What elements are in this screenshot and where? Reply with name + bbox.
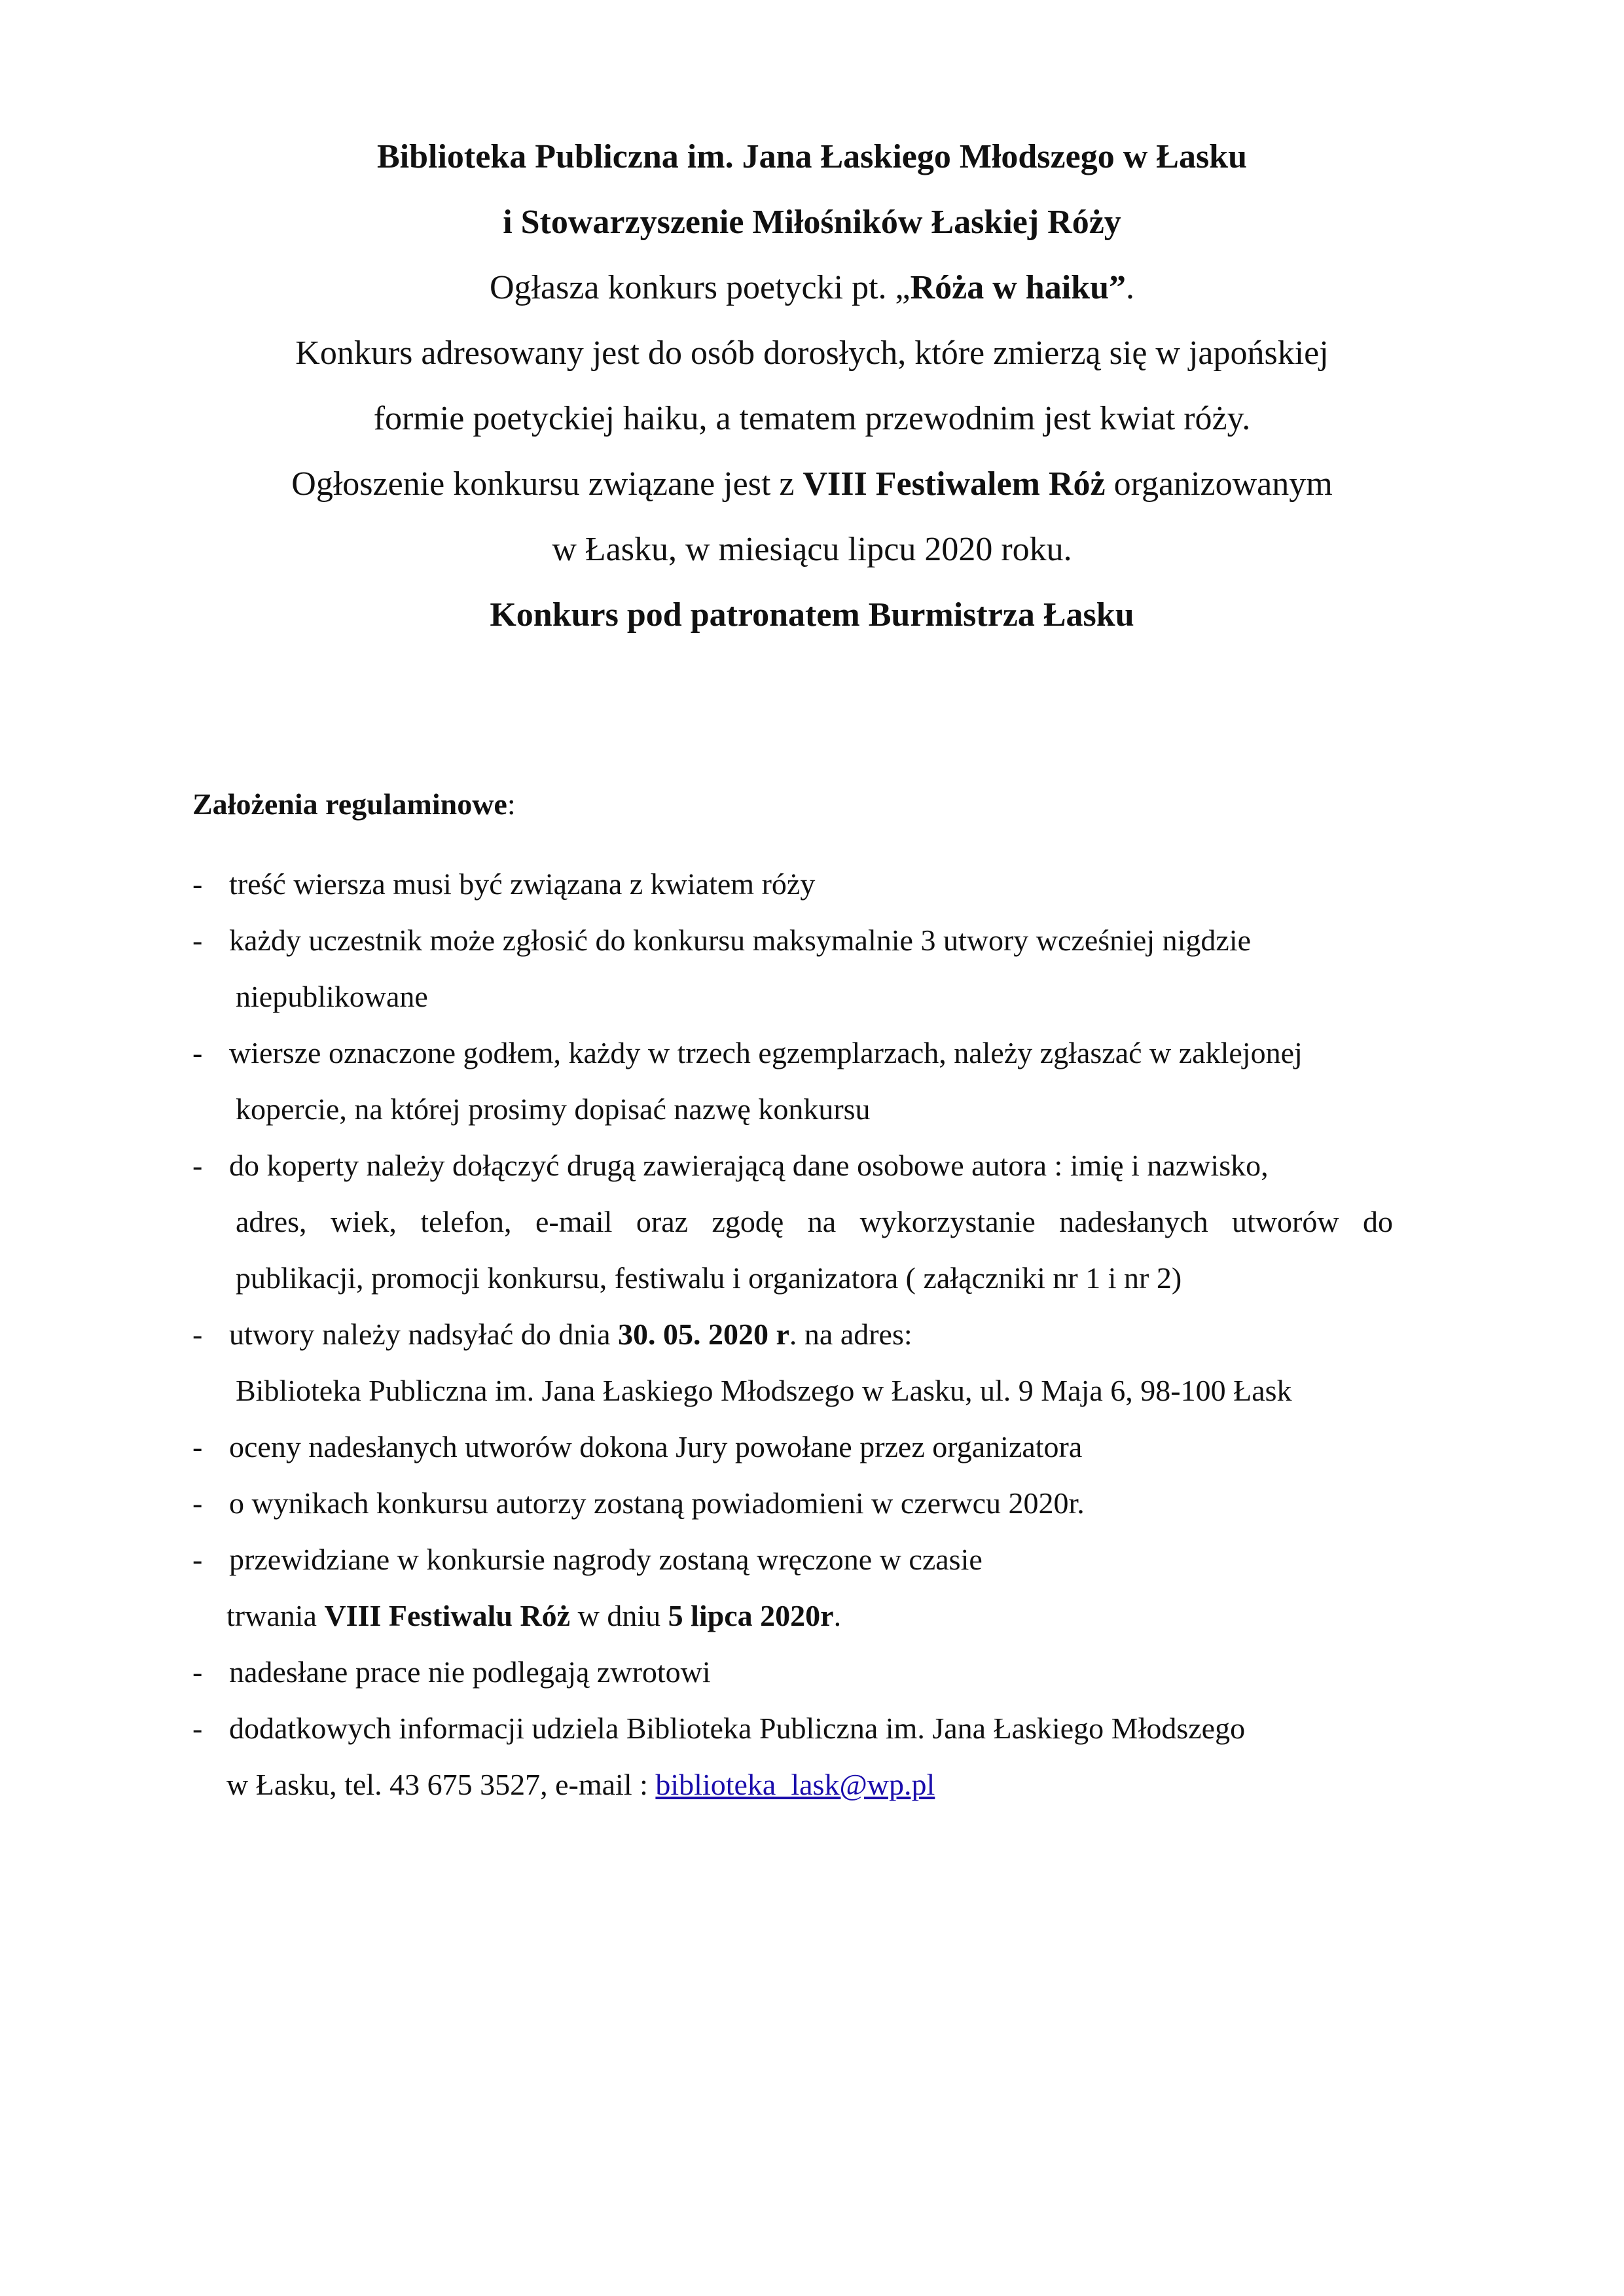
list-item — [192, 1025, 1436, 1081]
festival-date-line: w Łasku, w miesiącu lipcu 2020 roku. — [552, 531, 1072, 568]
rule-text: niepublikowane — [236, 980, 428, 1013]
bullet-dash: - — [192, 1149, 203, 1182]
list-item-continuation — [192, 1757, 1436, 1813]
section-title: Założenia regulaminowe — [192, 787, 507, 821]
award-mid: w dniu — [570, 1599, 668, 1632]
bullet-dash: - — [192, 1430, 203, 1463]
rule-text: oceny nadesłanych utworów dokona Jury powołane przez organizatora — [229, 1430, 1083, 1463]
rule-text: o wynikach konkursu autorzy zostaną powiadomieni w czerwcu 2020r. — [229, 1486, 1085, 1520]
email-link[interactable]: biblioteka_lask@wp.pl — [655, 1768, 935, 1801]
award-date: 5 lipca 2020r — [668, 1599, 834, 1632]
deadline-suffix: . na adres: — [789, 1318, 912, 1351]
postal-address: Biblioteka Publiczna im. Jana Łaskiego Młodszego w Łasku, ul. 9 Maja 6, 98-100 Łask — [236, 1374, 1292, 1407]
list-item — [192, 1306, 1436, 1363]
list-item — [192, 1644, 1436, 1700]
rule-text: do koperty należy dołączyć drugą zawierającą dane osobowe autora : imię i nazwisko, — [229, 1149, 1269, 1182]
list-item-continuation — [192, 969, 1436, 1025]
rule-text: przewidziane w konkursie nagrody zostaną wręczone w czasie — [229, 1543, 983, 1576]
rule-text: każdy uczestnik może zgłosić do konkursu maksymalnie 3 utwory wcześniej nigdzie — [229, 924, 1252, 957]
list-item-continuation — [192, 1194, 1436, 1250]
list-item — [192, 912, 1436, 969]
patronage-line: Konkurs pod patronatem Burmistrza Łasku — [490, 596, 1134, 634]
bullet-dash: - — [192, 867, 203, 901]
rule-text: dodatkowych informacji udziela Biblioteka Publiczna im. Jana Łaskiego Młodszego — [229, 1712, 1246, 1745]
contest-title-prefix: Ogłasza konkurs poetycki pt. „ — [489, 269, 911, 306]
award-suffix: . — [833, 1599, 842, 1632]
festival-line-prefix: Ogłoszenie konkursu związane jest z — [291, 465, 803, 503]
rule-text: wiersze oznaczone godłem, każdy w trzech egzemplarzach, należy zgłaszać w zaklejonej — [229, 1036, 1303, 1069]
bullet-dash: - — [192, 1712, 203, 1745]
organizer-line-1: Biblioteka Publiczna im. Jana Łaskiego Młodszego w Łasku — [376, 138, 1248, 175]
list-item — [192, 1532, 1436, 1588]
festival-line-suffix: organizowanym — [1105, 465, 1333, 503]
bullet-dash: - — [192, 1486, 203, 1520]
award-prefix: trwania — [226, 1599, 325, 1632]
bullet-dash: - — [192, 1655, 203, 1689]
list-item-continuation — [192, 1250, 1436, 1306]
audience-line-2: formie poetyckiej haiku, a tematem przewodnim jest kwiat róży. — [373, 400, 1251, 437]
contest-title-suffix: . — [1126, 269, 1135, 306]
list-item — [192, 856, 1436, 912]
rule-text — [226, 1757, 935, 1813]
award-festival: VIII Festiwalu Róż — [324, 1599, 571, 1632]
contact-prefix: w Łasku, tel. 43 675 3527, e-mail : — [226, 1768, 656, 1801]
rule-text: adres, wiek, telefon, e-mail oraz zgodę na wykorzystanie nadesłanych utworów do — [236, 1205, 1393, 1238]
bullet-dash: - — [192, 1318, 203, 1351]
list-item-continuation — [192, 1363, 1436, 1419]
festival-line — [0, 452, 1624, 517]
list-item — [192, 1700, 1436, 1757]
list-item — [192, 1475, 1436, 1532]
audience-line-1: Konkurs adresowany jest do osób dorosłych, które zmierzą się w japońskiej — [295, 334, 1329, 372]
contest-title: Róża w haiku” — [910, 269, 1127, 306]
rules-list — [192, 856, 1436, 1813]
rule-text: publikacji, promocji konkursu, festiwalu i organizatora ( załączniki nr 1 i nr 2) — [236, 1261, 1182, 1295]
rule-text: treść wiersza musi być związana z kwiatem róży — [229, 867, 816, 901]
list-item — [192, 1138, 1436, 1194]
festival-name: VIII Festiwalem Róż — [803, 465, 1106, 503]
organizer-line-2: i Stowarzyszenie Miłośników Łaskiej Róży — [503, 204, 1121, 241]
rule-text — [229, 1306, 912, 1363]
bullet-dash: - — [192, 924, 203, 957]
announcement-header — [0, 124, 1624, 648]
bullet-dash: - — [192, 1036, 203, 1069]
rule-text: nadesłane prace nie podlegają zwrotowi — [229, 1655, 711, 1689]
rule-text: kopercie, na której prosimy dopisać nazwę konkursu — [236, 1092, 871, 1126]
contest-title-line — [0, 255, 1624, 321]
section-colon: : — [507, 787, 516, 821]
deadline-prefix: utwory należy nadsyłać do dnia — [229, 1318, 618, 1351]
list-item — [192, 1419, 1436, 1475]
list-item-continuation — [192, 1588, 1436, 1644]
section-heading — [192, 785, 516, 824]
deadline-date: 30. 05. 2020 r — [617, 1318, 789, 1351]
list-item-continuation — [192, 1081, 1436, 1138]
bullet-dash: - — [192, 1543, 203, 1576]
rule-text — [226, 1588, 841, 1644]
